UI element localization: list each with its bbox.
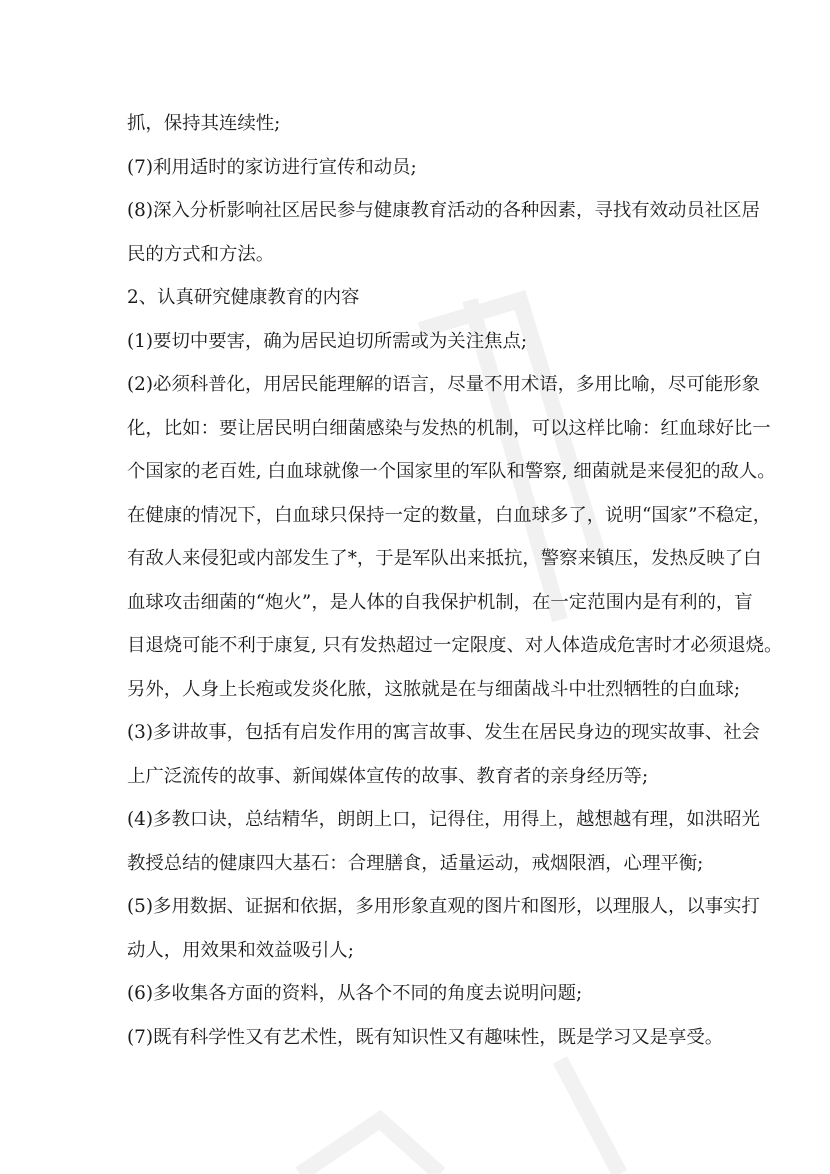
document-body xyxy=(127,102,783,1059)
text-line: (6)多收集各方面的资料，从各个不同的角度去说明问题; xyxy=(127,983,583,1004)
text-line: 在健康的情况下，白血球只保持一定的数量，白血球多了，说明“国家”不稳定， xyxy=(127,504,772,526)
text-line: (2)必须科普化，用居民能理解的语言，尽量不用术语，多用比喻，尽可能形象 xyxy=(127,374,760,395)
text-line: (5)多用数据、证据和依据，多用形象直观的图片和图形，以理服人，以事实打 xyxy=(127,896,760,917)
text-line: (1)要切中要害，确为居民迫切所需或为关注焦点; xyxy=(127,330,528,352)
text-line: 目退烧可能不利于康复, 只有发热超过一定限度、对人体造成危害时才必须退烧。 xyxy=(127,635,783,656)
text-line: 血球攻击细菌的“炮火”，是人体的自我保护机制，在一定范围内是有利的，盲 xyxy=(127,591,753,613)
text-line: 另外，人身上长疱或发炎化脓，这脓就是在与细菌战斗中壮烈牺牲的白血球; xyxy=(127,678,741,700)
text-line: 教授总结的健康四大基石：合理膳食，适量运动，戒烟限酒，心理平衡; xyxy=(127,852,704,874)
text-line: (4)多教口诀，总结精华，朗朗上口，记得住，用得上，越想越有理，如洪昭光 xyxy=(127,809,760,830)
text-line: 化，比如：要让居民明白细菌感染与发热的机制，可以这样比喻：红血球好比一 xyxy=(127,417,771,439)
text-line: 2、认真研究健康教育的内容 xyxy=(127,287,360,308)
text-line: 民的方式和方法。 xyxy=(127,243,275,265)
text-line: 个国家的老百姓, 白血球就像一个国家里的军队和警察, 细菌就是来侵犯的敌人。 xyxy=(127,461,776,482)
text-line: 抓，保持其连续性; xyxy=(127,113,281,134)
text-line: (8)深入分析影响社区居民参与健康教育活动的各种因素，寻找有效动员社区居 xyxy=(127,200,760,221)
text-line: 上广泛流传的故事、新闻媒体宣传的故事、教育者的亲身经历等; xyxy=(127,765,649,787)
text-line: 动人，用效果和效益吸引人; xyxy=(127,939,354,961)
text-line: 有敌人来侵犯或内部发生了*，于是军队出来抵抗，警察来镇压，发热反映了白 xyxy=(127,548,762,569)
text-line: (7)利用适时的家访进行宣传和动员; xyxy=(127,156,417,178)
text-line: (7)既有科学性又有艺术性，既有知识性又有趣味性，既是学习又是享受。 xyxy=(127,1026,724,1048)
text-line: (3)多讲故事，包括有启发作用的寓言故事、发生在居民身边的现实故事、社会 xyxy=(127,722,760,743)
